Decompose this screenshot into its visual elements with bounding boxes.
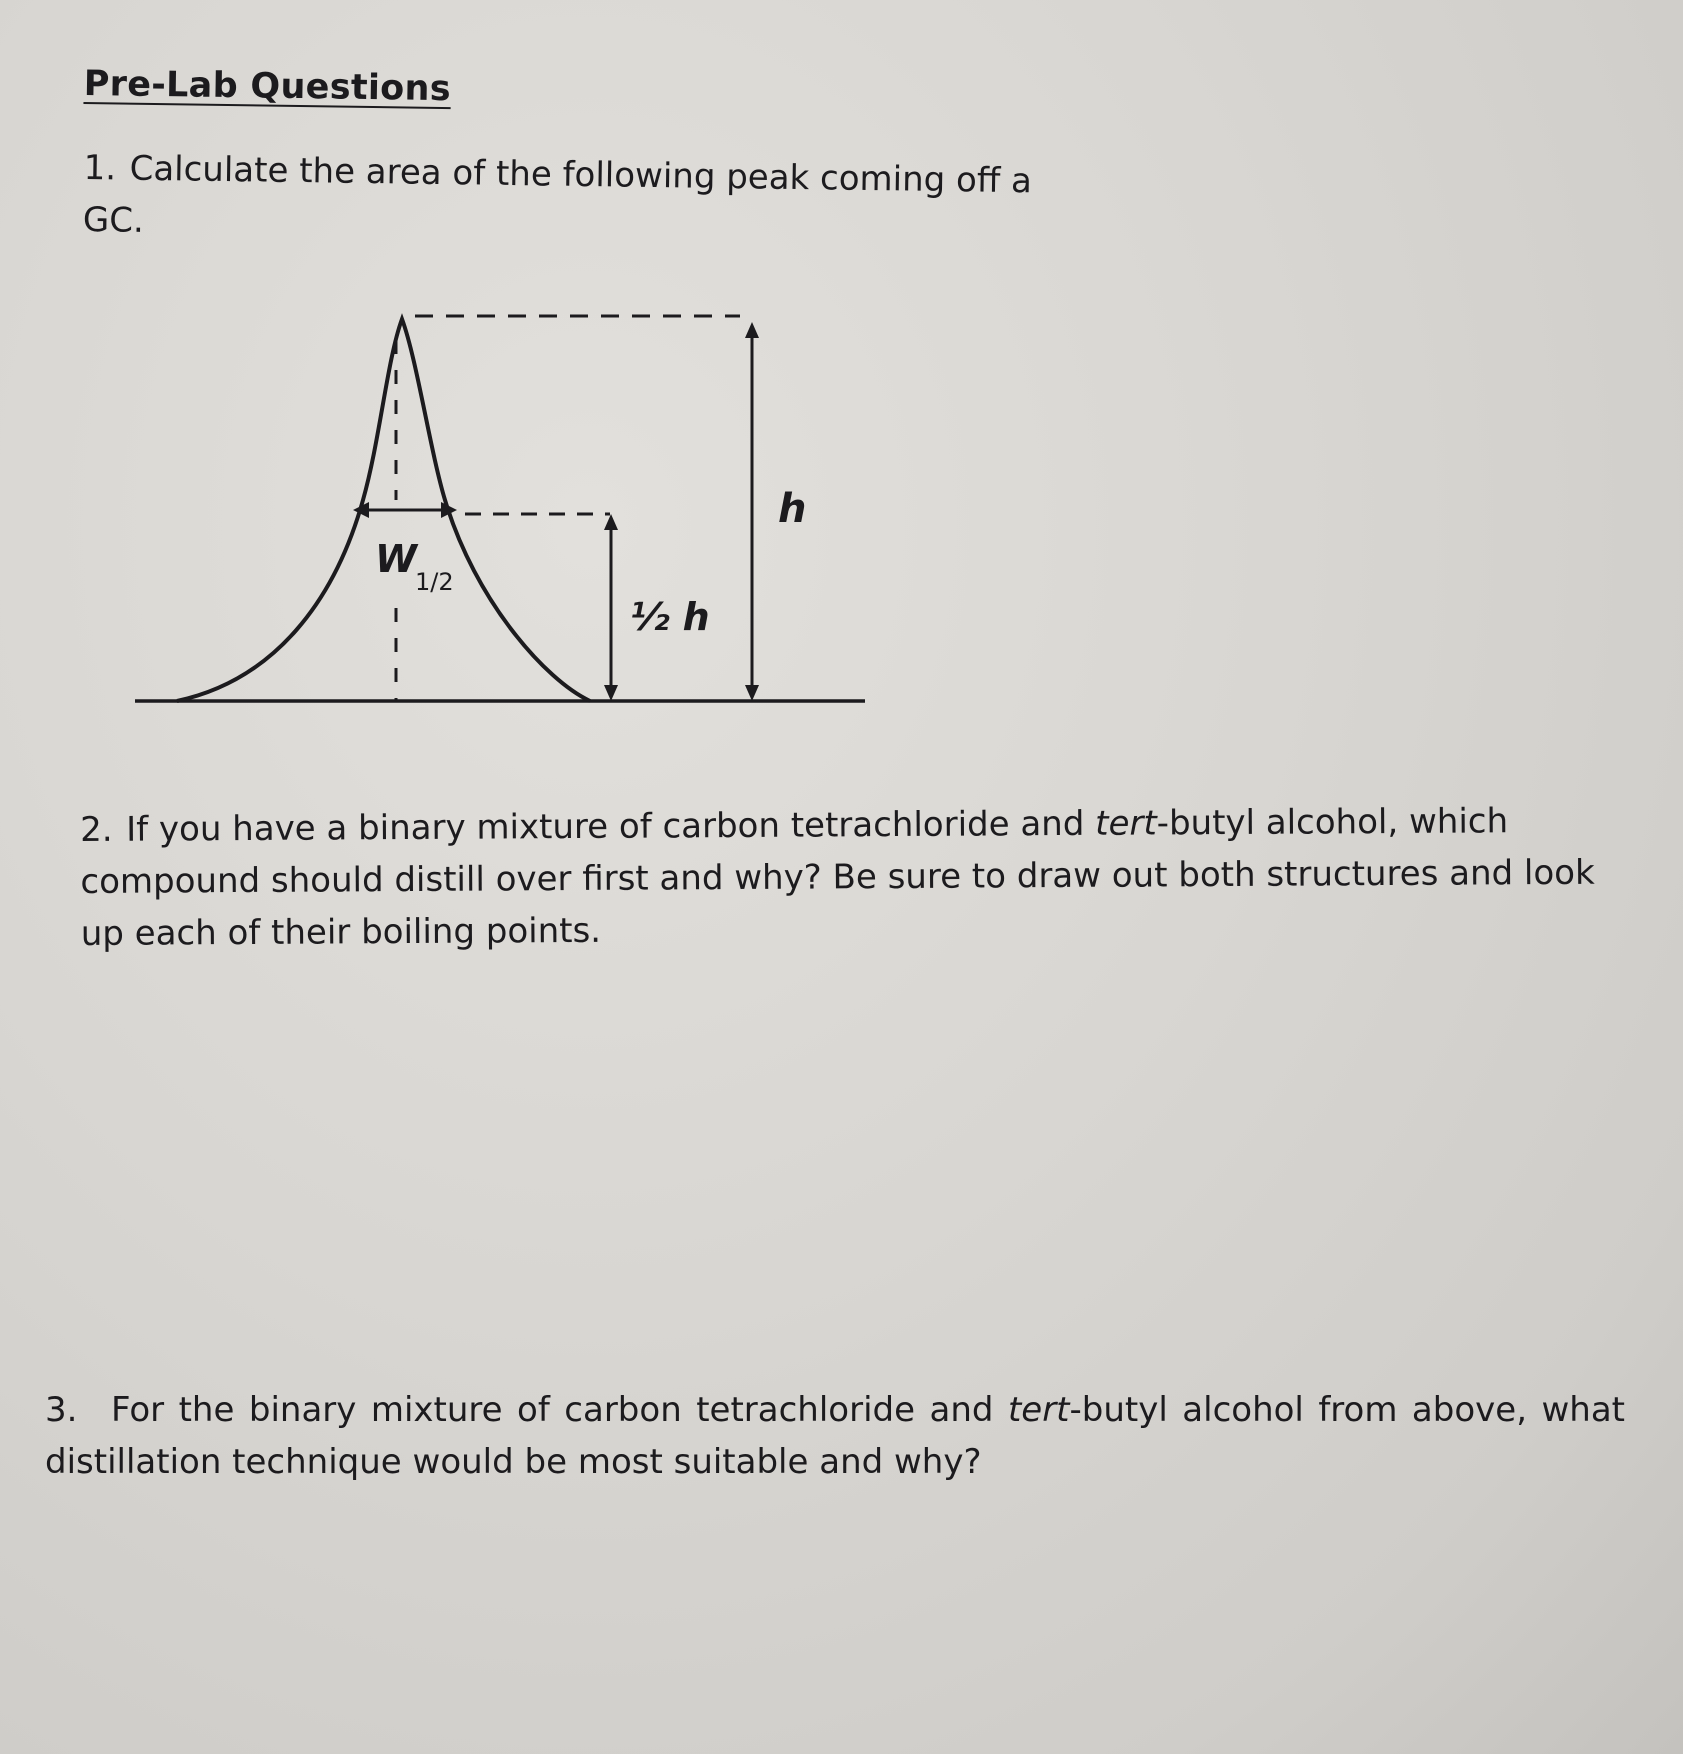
question-3-number: 3. [45,1390,78,1430]
half-height-arrowhead-down [604,685,618,701]
question-3-text-after: -butyl alcohol from above, what distillation technique would be most suitable and why? [45,1390,1625,1482]
question-2-number: 2. [80,809,113,850]
question-2-text-after: -butyl alcohol, which compound should distill over first and why? Be sure to draw out both structures and look up each of their boiling points. [80,801,1595,954]
question-3-italic: tert [1007,1390,1070,1430]
half-width-label: W [375,537,417,581]
half-height-arrowhead-up [604,514,618,530]
question-2-text-before: If you have a binary mixture of carbon tetrachloride and [126,803,1096,850]
half-height-label: ½ h [630,595,710,639]
half-width-label-subscript: 1/2 [415,568,454,596]
gc-peak-diagram [125,300,885,720]
question-2 [80,795,1613,960]
question-1-number: 1. [83,147,117,189]
question-1 [83,142,1084,260]
page-title: Pre-Lab Questions [83,64,452,110]
question-3 [45,1384,1625,1488]
question-3-text-before: For the binary mixture of carbon tetrachloride and [111,1390,1008,1430]
height-arrowhead-up [745,322,759,338]
question-1-text: Calculate the area of the following peak coming off a GC. [82,148,1033,241]
question-2-italic: tert [1095,803,1157,844]
height-arrowhead-down [745,685,759,701]
height-label: h [778,486,807,532]
